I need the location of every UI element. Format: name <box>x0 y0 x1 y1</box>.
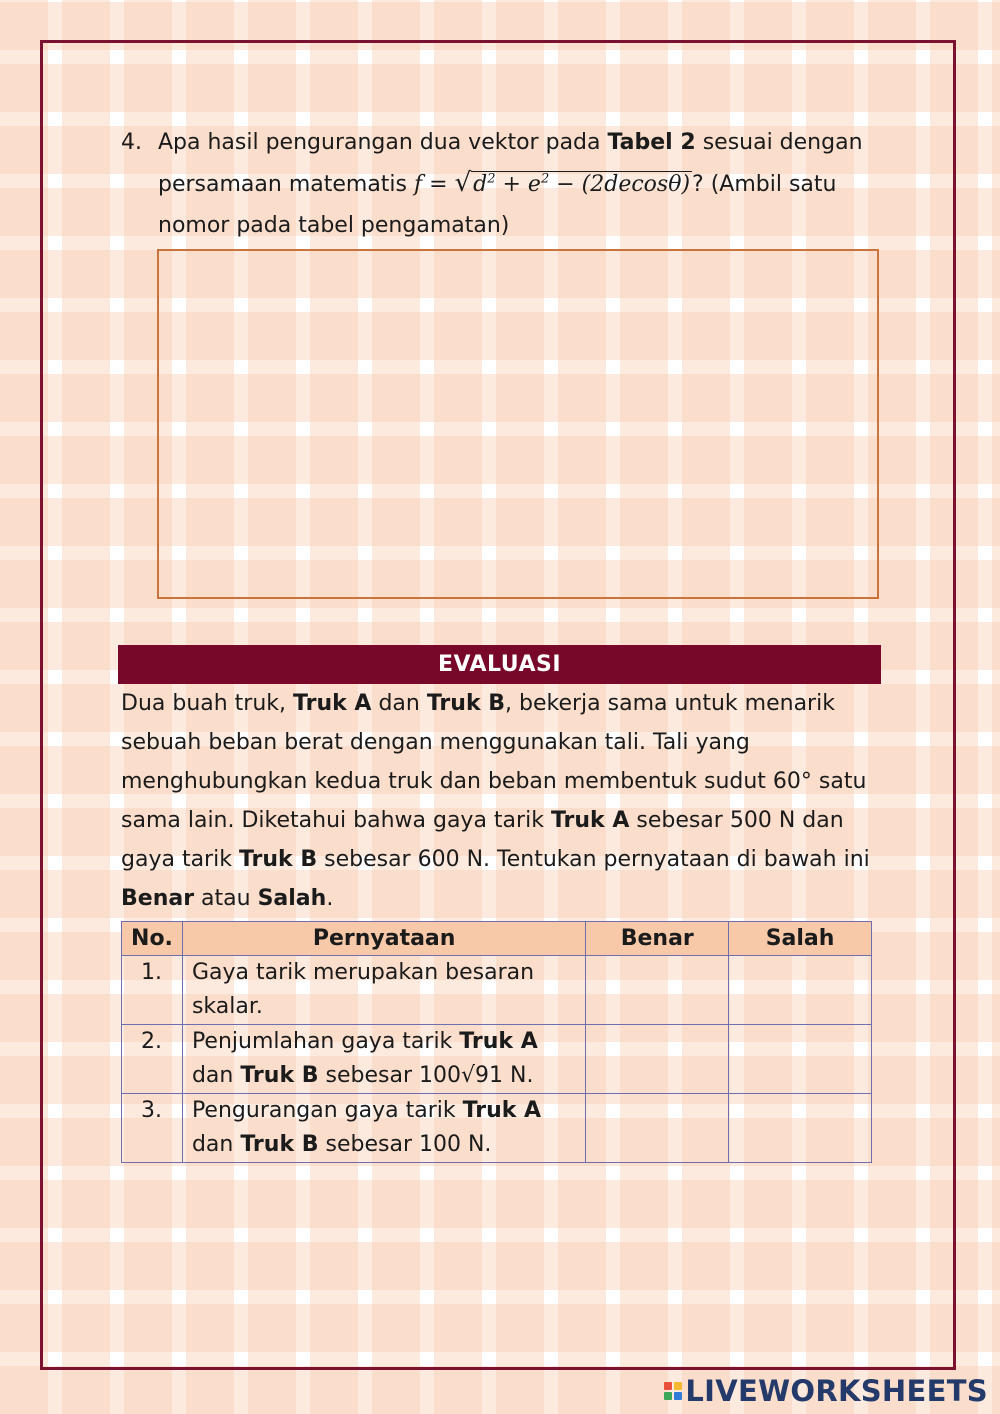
formula-lhs: f = <box>414 172 455 197</box>
table-row <box>122 956 872 1025</box>
logo-text: LIVEWORKSHEETS <box>685 1374 988 1408</box>
text-run: Pengurangan gaya tarik <box>191 1098 463 1123</box>
table-row <box>122 1094 872 1163</box>
row-number: 2. <box>122 1025 183 1094</box>
row-statement <box>182 1094 585 1163</box>
text-run: Penjumlahan gaya tarik <box>191 1029 460 1054</box>
text-run: Dua buah truk, <box>121 691 294 716</box>
text-run: , bekerja sama untuk menarik sebuah beban berat dengan menggunakan tali. Tali yang menghubungkan kedua truk dan beban membentuk sudut 60° satu sama lain. Diketahui bahwa gaya tarik <box>121 691 867 833</box>
row-number: 1. <box>122 956 183 1025</box>
header-pernyataan: Pernyataan <box>182 922 585 956</box>
bold-text: Salah <box>257 886 327 911</box>
benar-answer-cell[interactable] <box>586 1094 729 1163</box>
formula-term: − (2decosθ) <box>549 172 691 197</box>
row-statement <box>182 1025 585 1094</box>
salah-answer-cell[interactable] <box>729 956 872 1025</box>
text-run: dan <box>191 1132 241 1157</box>
text-run: sebesar 600 N. Tentukan pernyataan di bawah ini <box>317 847 870 872</box>
formula-radicand <box>471 171 692 197</box>
bold-text: Truk A <box>462 1098 542 1123</box>
bold-text: Truk B <box>238 847 318 872</box>
header-no: No. <box>122 922 183 956</box>
question-text-part: Apa hasil pengurangan dua vektor pada <box>158 130 608 155</box>
header-benar: Benar <box>586 922 729 956</box>
text-run: Gaya tarik merupakan besaran skalar. <box>191 960 535 1019</box>
logo-tile-V <box>664 1392 672 1400</box>
bold-text: Truk B <box>240 1132 319 1157</box>
question-text <box>158 122 881 246</box>
formula-exponent: 2 <box>540 171 550 187</box>
logo-mark-icon <box>664 1382 682 1400</box>
text-run: dan <box>191 1063 241 1088</box>
formula-exponent: 2 <box>487 171 496 187</box>
text-run: sebesar 500 N dan gaya tarik <box>121 808 844 872</box>
bold-text: Truk B <box>426 691 506 716</box>
evaluasi-intro <box>121 684 881 918</box>
benar-answer-cell[interactable] <box>586 1025 729 1094</box>
formula-term: d <box>473 172 488 197</box>
formula-term: + e <box>495 172 541 197</box>
logo-tile-L <box>664 1382 672 1390</box>
bold-text: Benar <box>121 886 195 911</box>
table-header-row <box>122 922 872 956</box>
radical-symbol: √ <box>454 168 472 198</box>
text-run: . <box>326 886 334 911</box>
table-body <box>122 956 872 1163</box>
bold-text: Truk A <box>459 1029 538 1054</box>
row-number: 3. <box>122 1094 183 1163</box>
question-4 <box>121 122 881 246</box>
answer-input-box[interactable] <box>157 249 879 599</box>
question-number: 4. <box>121 130 142 155</box>
header-salah: Salah <box>729 922 872 956</box>
formula-sqrt <box>455 163 692 205</box>
evaluasi-heading: EVALUASI <box>118 645 881 684</box>
salah-answer-cell[interactable] <box>729 1025 872 1094</box>
text-run: sebesar 100 N. <box>318 1132 492 1157</box>
text-run: atau <box>194 886 258 911</box>
question-bold-term: Tabel 2 <box>607 130 696 155</box>
bold-text: Truk A <box>550 808 630 833</box>
bold-text: Truk A <box>293 691 372 716</box>
logo-tile-I <box>674 1382 682 1390</box>
row-statement <box>182 956 585 1025</box>
bold-text: Truk B <box>240 1063 319 1088</box>
text-run: dan <box>371 691 427 716</box>
question-text-part: ? (Ambil satu nomor pada tabel pengamatan) <box>158 172 837 238</box>
evaluasi-table <box>121 921 872 1163</box>
text-run: sebesar 100√91 N. <box>318 1063 534 1088</box>
liveworksheets-logo <box>664 1374 988 1408</box>
salah-answer-cell[interactable] <box>729 1094 872 1163</box>
benar-answer-cell[interactable] <box>586 956 729 1025</box>
table-row <box>122 1025 872 1094</box>
formula <box>414 168 692 198</box>
logo-tile-E <box>674 1392 682 1400</box>
question-text-part: sesuai dengan persamaan matematis <box>158 130 863 197</box>
